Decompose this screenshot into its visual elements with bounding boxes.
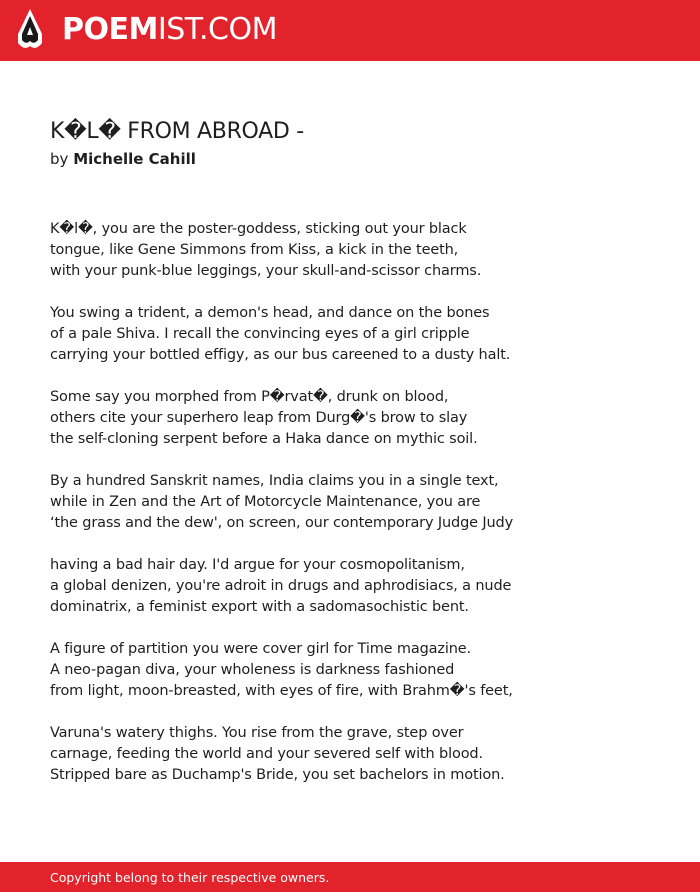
poem-line: A neo-pagan diva, your wholeness is darkness fashioned [50, 662, 455, 678]
poem-line: while in Zen and the Art of Motorcycle Maintenance, you are [50, 494, 481, 510]
stanza [50, 639, 670, 702]
stanza [50, 219, 670, 282]
poem-line: A figure of partition you were cover girl for Time magazine. [50, 641, 472, 657]
poem-line: others cite your superhero leap from Durg�'s brow to slay [50, 410, 468, 426]
poem-byline [50, 149, 196, 169]
poem-line: from light, moon-breasted, with eyes of fire, with Brahm�'s feet, [50, 683, 513, 699]
stanza [50, 723, 670, 786]
poem-line: K�l�, you are the poster-goddess, sticking out your black [50, 221, 467, 237]
logo-light-text: IST.COM [157, 12, 277, 47]
site-header [0, 0, 700, 61]
poem-line: You swing a trident, a demon's head, and dance on the bones [50, 305, 490, 321]
copyright-notice: Copyright belong to their respective owners. [50, 870, 330, 885]
poem-line: dominatrix, a feminist export with a sadomasochistic bent. [50, 599, 469, 615]
poem-title: K�L� FROM ABROAD - [50, 119, 304, 144]
poem-line: of a pale Shiva. I recall the convincing eyes of a girl cripple [50, 326, 470, 342]
poem-line: Varuna's watery thighs. You rise from the grave, step over [50, 725, 464, 741]
logo-strong-text: POEM [62, 12, 158, 47]
poem-line: carrying your bottled effigy, as our bus careened to a dusty halt. [50, 347, 511, 363]
poem-line: ‘the grass and the dew', on screen, our contemporary Judge Judy [50, 515, 514, 531]
poem-line: Stripped bare as Duchamp's Bride, you set bachelors in motion. [50, 767, 505, 783]
poem-line: By a hundred Sanskrit names, India claims you in a single text, [50, 473, 499, 489]
poem-line: Some say you morphed from P�rvat�, drunk on blood, [50, 389, 449, 405]
poem-line: having a bad hair day. I'd argue for your cosmopolitanism, [50, 557, 465, 573]
author-name: Michelle Cahill [73, 150, 196, 168]
pencil-tip-icon[interactable] [17, 9, 43, 51]
stanza [50, 471, 670, 534]
site-logo[interactable] [62, 12, 277, 48]
site-footer [0, 862, 700, 892]
byline-prefix: by [50, 150, 69, 168]
poem-line: the self-cloning serpent before a Haka dance on mythic soil. [50, 431, 478, 447]
poem-line: carnage, feeding the world and your severed self with blood. [50, 746, 483, 762]
stanza [50, 303, 670, 366]
stanza [50, 555, 670, 618]
poem-line: tongue, like Gene Simmons from Kiss, a kick in the teeth, [50, 242, 459, 258]
poem-line: a global denizen, you're adroit in drugs and aphrodisiacs, a nude [50, 578, 512, 594]
poem-line: with your punk-blue leggings, your skull-and-scissor charms. [50, 263, 482, 279]
stanza [50, 387, 670, 450]
poem-body [50, 219, 670, 807]
